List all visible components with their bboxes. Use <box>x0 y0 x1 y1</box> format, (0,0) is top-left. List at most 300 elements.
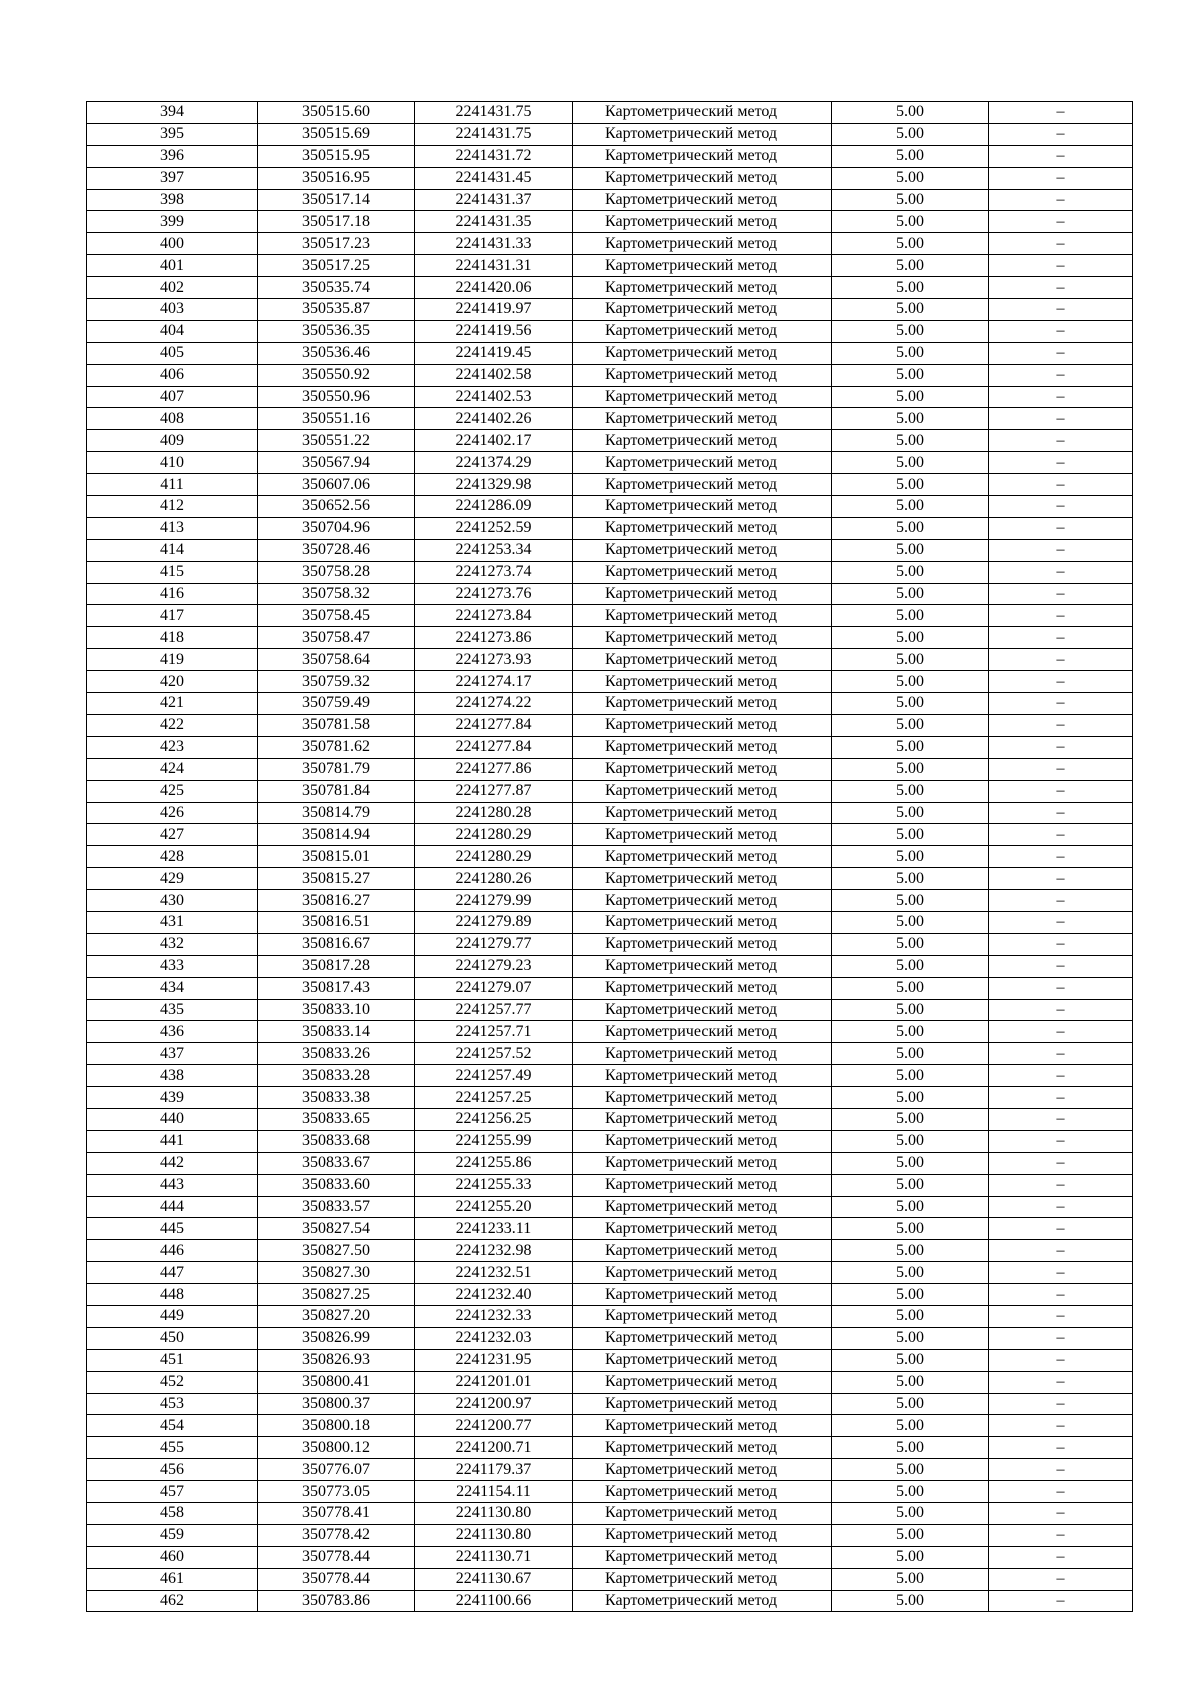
y-coordinate-cell: 2241154.11 <box>415 1481 573 1503</box>
description-cell: – <box>989 1371 1133 1393</box>
y-coordinate-cell: 2241402.58 <box>415 364 573 386</box>
method-cell: Картометрический метод <box>573 1524 832 1546</box>
precision-cell: 5.00 <box>832 123 989 145</box>
y-coordinate-cell: 2241420.06 <box>415 277 573 299</box>
table-row <box>87 780 1133 802</box>
point-number-cell: 417 <box>87 605 258 627</box>
method-cell: Картометрический метод <box>573 955 832 977</box>
y-coordinate-cell: 2241402.53 <box>415 386 573 408</box>
point-number-cell: 406 <box>87 364 258 386</box>
y-coordinate-cell: 2241274.17 <box>415 671 573 693</box>
x-coordinate-cell: 350781.62 <box>258 736 415 758</box>
point-number-cell: 440 <box>87 1108 258 1130</box>
y-coordinate-cell: 2241277.86 <box>415 758 573 780</box>
precision-cell: 5.00 <box>832 693 989 715</box>
method-cell: Картометрический метод <box>573 145 832 167</box>
method-cell: Картометрический метод <box>573 1196 832 1218</box>
method-cell: Картометрический метод <box>573 1393 832 1415</box>
description-cell: – <box>989 911 1133 933</box>
x-coordinate-cell: 350773.05 <box>258 1481 415 1503</box>
y-coordinate-cell: 2241431.75 <box>415 123 573 145</box>
table-row <box>87 233 1133 255</box>
y-coordinate-cell: 2241431.45 <box>415 167 573 189</box>
point-number-cell: 430 <box>87 890 258 912</box>
table-row <box>87 1021 1133 1043</box>
point-number-cell: 394 <box>87 102 258 124</box>
description-cell: – <box>989 627 1133 649</box>
y-coordinate-cell: 2241253.34 <box>415 539 573 561</box>
point-number-cell: 447 <box>87 1262 258 1284</box>
point-number-cell: 426 <box>87 802 258 824</box>
table-row <box>87 627 1133 649</box>
description-cell: – <box>989 1196 1133 1218</box>
precision-cell: 5.00 <box>832 1437 989 1459</box>
point-number-cell: 396 <box>87 145 258 167</box>
table-row <box>87 802 1133 824</box>
x-coordinate-cell: 350759.49 <box>258 693 415 715</box>
y-coordinate-cell: 2241277.84 <box>415 736 573 758</box>
point-number-cell: 460 <box>87 1546 258 1568</box>
x-coordinate-cell: 350550.96 <box>258 386 415 408</box>
point-number-cell: 412 <box>87 496 258 518</box>
precision-cell: 5.00 <box>832 430 989 452</box>
precision-cell: 5.00 <box>832 386 989 408</box>
precision-cell: 5.00 <box>832 714 989 736</box>
x-coordinate-cell: 350517.18 <box>258 211 415 233</box>
table-row <box>87 539 1133 561</box>
point-number-cell: 408 <box>87 408 258 430</box>
y-coordinate-cell: 2241431.75 <box>415 102 573 124</box>
description-cell: – <box>989 824 1133 846</box>
description-cell: – <box>989 408 1133 430</box>
description-cell: – <box>989 714 1133 736</box>
x-coordinate-cell: 350778.41 <box>258 1503 415 1525</box>
description-cell: – <box>989 868 1133 890</box>
method-cell: Картометрический метод <box>573 1459 832 1481</box>
x-coordinate-cell: 350826.93 <box>258 1349 415 1371</box>
point-number-cell: 399 <box>87 211 258 233</box>
x-coordinate-cell: 350781.79 <box>258 758 415 780</box>
method-cell: Картометрический метод <box>573 780 832 802</box>
point-number-cell: 452 <box>87 1371 258 1393</box>
method-cell: Картометрический метод <box>573 364 832 386</box>
table-row <box>87 1327 1133 1349</box>
x-coordinate-cell: 350833.65 <box>258 1108 415 1130</box>
table-row <box>87 102 1133 124</box>
precision-cell: 5.00 <box>832 561 989 583</box>
description-cell: – <box>989 1305 1133 1327</box>
description-cell: – <box>989 1481 1133 1503</box>
precision-cell: 5.00 <box>832 1590 989 1612</box>
y-coordinate-cell: 2241279.89 <box>415 911 573 933</box>
precision-cell: 5.00 <box>832 1218 989 1240</box>
y-coordinate-cell: 2241256.25 <box>415 1108 573 1130</box>
y-coordinate-cell: 2241130.80 <box>415 1524 573 1546</box>
point-number-cell: 422 <box>87 714 258 736</box>
y-coordinate-cell: 2241419.56 <box>415 320 573 342</box>
x-coordinate-cell: 350758.47 <box>258 627 415 649</box>
table-row <box>87 649 1133 671</box>
precision-cell: 5.00 <box>832 868 989 890</box>
table-row <box>87 736 1133 758</box>
table-row <box>87 758 1133 780</box>
y-coordinate-cell: 2241419.45 <box>415 342 573 364</box>
method-cell: Картометрический метод <box>573 430 832 452</box>
y-coordinate-cell: 2241255.99 <box>415 1130 573 1152</box>
description-cell: – <box>989 1393 1133 1415</box>
method-cell: Картометрический метод <box>573 890 832 912</box>
x-coordinate-cell: 350833.67 <box>258 1152 415 1174</box>
method-cell: Картометрический метод <box>573 1152 832 1174</box>
x-coordinate-cell: 350536.35 <box>258 320 415 342</box>
table-row <box>87 1349 1133 1371</box>
point-number-cell: 420 <box>87 671 258 693</box>
x-coordinate-cell: 350516.95 <box>258 167 415 189</box>
method-cell: Картометрический метод <box>573 1021 832 1043</box>
method-cell: Картометрический метод <box>573 1262 832 1284</box>
method-cell: Картометрический метод <box>573 999 832 1021</box>
description-cell: – <box>989 320 1133 342</box>
x-coordinate-cell: 350704.96 <box>258 517 415 539</box>
y-coordinate-cell: 2241286.09 <box>415 496 573 518</box>
method-cell: Картометрический метод <box>573 342 832 364</box>
method-cell: Картометрический метод <box>573 977 832 999</box>
table-row <box>87 1196 1133 1218</box>
description-cell: – <box>989 933 1133 955</box>
method-cell: Картометрический метод <box>573 1240 832 1262</box>
table-row <box>87 1568 1133 1590</box>
method-cell: Картометрический метод <box>573 802 832 824</box>
description-cell: – <box>989 1284 1133 1306</box>
point-number-cell: 462 <box>87 1590 258 1612</box>
description-cell: – <box>989 517 1133 539</box>
x-coordinate-cell: 350833.68 <box>258 1130 415 1152</box>
point-number-cell: 445 <box>87 1218 258 1240</box>
point-number-cell: 458 <box>87 1503 258 1525</box>
precision-cell: 5.00 <box>832 1393 989 1415</box>
method-cell: Картометрический метод <box>573 517 832 539</box>
precision-cell: 5.00 <box>832 999 989 1021</box>
precision-cell: 5.00 <box>832 211 989 233</box>
x-coordinate-cell: 350783.86 <box>258 1590 415 1612</box>
y-coordinate-cell: 2241130.67 <box>415 1568 573 1590</box>
precision-cell: 5.00 <box>832 1152 989 1174</box>
x-coordinate-cell: 350517.25 <box>258 255 415 277</box>
y-coordinate-cell: 2241233.11 <box>415 1218 573 1240</box>
description-cell: – <box>989 1152 1133 1174</box>
method-cell: Картометрический метод <box>573 299 832 321</box>
x-coordinate-cell: 350759.32 <box>258 671 415 693</box>
precision-cell: 5.00 <box>832 452 989 474</box>
point-number-cell: 429 <box>87 868 258 890</box>
method-cell: Картометрический метод <box>573 583 832 605</box>
y-coordinate-cell: 2241273.86 <box>415 627 573 649</box>
x-coordinate-cell: 350833.28 <box>258 1065 415 1087</box>
table-row <box>87 693 1133 715</box>
table-row <box>87 1305 1133 1327</box>
precision-cell: 5.00 <box>832 277 989 299</box>
description-cell: – <box>989 846 1133 868</box>
point-number-cell: 455 <box>87 1437 258 1459</box>
y-coordinate-cell: 2241232.98 <box>415 1240 573 1262</box>
precision-cell: 5.00 <box>832 1305 989 1327</box>
x-coordinate-cell: 350536.46 <box>258 342 415 364</box>
y-coordinate-cell: 2241273.93 <box>415 649 573 671</box>
y-coordinate-cell: 2241252.59 <box>415 517 573 539</box>
method-cell: Картометрический метод <box>573 736 832 758</box>
precision-cell: 5.00 <box>832 736 989 758</box>
description-cell: – <box>989 1174 1133 1196</box>
method-cell: Картометрический метод <box>573 320 832 342</box>
precision-cell: 5.00 <box>832 605 989 627</box>
description-cell: – <box>989 890 1133 912</box>
y-coordinate-cell: 2241257.52 <box>415 1043 573 1065</box>
y-coordinate-cell: 2241431.35 <box>415 211 573 233</box>
y-coordinate-cell: 2241201.01 <box>415 1371 573 1393</box>
description-cell: – <box>989 1503 1133 1525</box>
table-row <box>87 1152 1133 1174</box>
table-row <box>87 561 1133 583</box>
table-row <box>87 145 1133 167</box>
method-cell: Картометрический метод <box>573 452 832 474</box>
table-row <box>87 1065 1133 1087</box>
point-number-cell: 456 <box>87 1459 258 1481</box>
precision-cell: 5.00 <box>832 1174 989 1196</box>
description-cell: – <box>989 1130 1133 1152</box>
table-row <box>87 911 1133 933</box>
table-row <box>87 496 1133 518</box>
precision-cell: 5.00 <box>832 539 989 561</box>
x-coordinate-cell: 350800.18 <box>258 1415 415 1437</box>
description-cell: – <box>989 999 1133 1021</box>
precision-cell: 5.00 <box>832 933 989 955</box>
precision-cell: 5.00 <box>832 1568 989 1590</box>
description-cell: – <box>989 102 1133 124</box>
description-cell: – <box>989 1590 1133 1612</box>
table-row <box>87 846 1133 868</box>
table-row <box>87 1546 1133 1568</box>
table-row <box>87 123 1133 145</box>
precision-cell: 5.00 <box>832 233 989 255</box>
method-cell: Картометрический метод <box>573 474 832 496</box>
table-row <box>87 1481 1133 1503</box>
point-number-cell: 410 <box>87 452 258 474</box>
precision-cell: 5.00 <box>832 342 989 364</box>
precision-cell: 5.00 <box>832 977 989 999</box>
table-row <box>87 211 1133 233</box>
y-coordinate-cell: 2241273.84 <box>415 605 573 627</box>
table-row <box>87 933 1133 955</box>
y-coordinate-cell: 2241277.84 <box>415 714 573 736</box>
x-coordinate-cell: 350551.22 <box>258 430 415 452</box>
point-number-cell: 444 <box>87 1196 258 1218</box>
y-coordinate-cell: 2241374.29 <box>415 452 573 474</box>
precision-cell: 5.00 <box>832 1240 989 1262</box>
description-cell: – <box>989 605 1133 627</box>
point-number-cell: 435 <box>87 999 258 1021</box>
point-number-cell: 423 <box>87 736 258 758</box>
y-coordinate-cell: 2241200.97 <box>415 1393 573 1415</box>
description-cell: – <box>989 1043 1133 1065</box>
precision-cell: 5.00 <box>832 496 989 518</box>
y-coordinate-cell: 2241280.26 <box>415 868 573 890</box>
precision-cell: 5.00 <box>832 1108 989 1130</box>
description-cell: – <box>989 1459 1133 1481</box>
table-row <box>87 255 1133 277</box>
point-number-cell: 407 <box>87 386 258 408</box>
y-coordinate-cell: 2241431.31 <box>415 255 573 277</box>
method-cell: Картометрический метод <box>573 255 832 277</box>
point-number-cell: 431 <box>87 911 258 933</box>
point-number-cell: 403 <box>87 299 258 321</box>
description-cell: – <box>989 233 1133 255</box>
table-row <box>87 605 1133 627</box>
y-coordinate-cell: 2241280.29 <box>415 846 573 868</box>
table-row <box>87 320 1133 342</box>
precision-cell: 5.00 <box>832 474 989 496</box>
description-cell: – <box>989 758 1133 780</box>
precision-cell: 5.00 <box>832 955 989 977</box>
precision-cell: 5.00 <box>832 1043 989 1065</box>
point-number-cell: 461 <box>87 1568 258 1590</box>
y-coordinate-cell: 2241130.80 <box>415 1503 573 1525</box>
description-cell: – <box>989 364 1133 386</box>
x-coordinate-cell: 350517.14 <box>258 189 415 211</box>
point-number-cell: 448 <box>87 1284 258 1306</box>
x-coordinate-cell: 350758.32 <box>258 583 415 605</box>
method-cell: Картометрический метод <box>573 233 832 255</box>
table-row <box>87 1087 1133 1109</box>
point-number-cell: 419 <box>87 649 258 671</box>
y-coordinate-cell: 2241280.29 <box>415 824 573 846</box>
method-cell: Картометрический метод <box>573 714 832 736</box>
y-coordinate-cell: 2241100.66 <box>415 1590 573 1612</box>
table-row <box>87 1393 1133 1415</box>
method-cell: Картометрический метод <box>573 1371 832 1393</box>
method-cell: Картометрический метод <box>573 277 832 299</box>
description-cell: – <box>989 1327 1133 1349</box>
table-row <box>87 517 1133 539</box>
precision-cell: 5.00 <box>832 1546 989 1568</box>
point-number-cell: 415 <box>87 561 258 583</box>
precision-cell: 5.00 <box>832 364 989 386</box>
description-cell: – <box>989 1262 1133 1284</box>
table-row <box>87 299 1133 321</box>
x-coordinate-cell: 350781.84 <box>258 780 415 802</box>
description-cell: – <box>989 167 1133 189</box>
method-cell: Картометрический метод <box>573 627 832 649</box>
y-coordinate-cell: 2241402.17 <box>415 430 573 452</box>
description-cell: – <box>989 1349 1133 1371</box>
table-row <box>87 1043 1133 1065</box>
precision-cell: 5.00 <box>832 189 989 211</box>
description-cell: – <box>989 1108 1133 1130</box>
table-row <box>87 1174 1133 1196</box>
y-coordinate-cell: 2241277.87 <box>415 780 573 802</box>
x-coordinate-cell: 350535.87 <box>258 299 415 321</box>
x-coordinate-cell: 350816.51 <box>258 911 415 933</box>
precision-cell: 5.00 <box>832 408 989 430</box>
precision-cell: 5.00 <box>832 145 989 167</box>
y-coordinate-cell: 2241273.74 <box>415 561 573 583</box>
description-cell: – <box>989 671 1133 693</box>
method-cell: Картометрический метод <box>573 1174 832 1196</box>
method-cell: Картометрический метод <box>573 693 832 715</box>
x-coordinate-cell: 350833.26 <box>258 1043 415 1065</box>
point-number-cell: 401 <box>87 255 258 277</box>
method-cell: Картометрический метод <box>573 408 832 430</box>
method-cell: Картометрический метод <box>573 911 832 933</box>
precision-cell: 5.00 <box>832 1021 989 1043</box>
description-cell: – <box>989 145 1133 167</box>
precision-cell: 5.00 <box>832 517 989 539</box>
point-number-cell: 450 <box>87 1327 258 1349</box>
precision-cell: 5.00 <box>832 1327 989 1349</box>
table-row <box>87 342 1133 364</box>
precision-cell: 5.00 <box>832 167 989 189</box>
description-cell: – <box>989 693 1133 715</box>
point-number-cell: 427 <box>87 824 258 846</box>
method-cell: Картометрический метод <box>573 1087 832 1109</box>
precision-cell: 5.00 <box>832 649 989 671</box>
method-cell: Картометрический метод <box>573 1305 832 1327</box>
precision-cell: 5.00 <box>832 846 989 868</box>
point-number-cell: 439 <box>87 1087 258 1109</box>
precision-cell: 5.00 <box>832 1262 989 1284</box>
y-coordinate-cell: 2241431.37 <box>415 189 573 211</box>
y-coordinate-cell: 2241257.71 <box>415 1021 573 1043</box>
point-number-cell: 436 <box>87 1021 258 1043</box>
x-coordinate-cell: 350515.60 <box>258 102 415 124</box>
precision-cell: 5.00 <box>832 1065 989 1087</box>
description-cell: – <box>989 1437 1133 1459</box>
x-coordinate-cell: 350815.27 <box>258 868 415 890</box>
method-cell: Картометрический метод <box>573 868 832 890</box>
y-coordinate-cell: 2241273.76 <box>415 583 573 605</box>
point-number-cell: 438 <box>87 1065 258 1087</box>
table-row <box>87 714 1133 736</box>
x-coordinate-cell: 350833.57 <box>258 1196 415 1218</box>
x-coordinate-cell: 350827.25 <box>258 1284 415 1306</box>
x-coordinate-cell: 350814.79 <box>258 802 415 824</box>
coordinates-table-body <box>87 102 1133 1612</box>
precision-cell: 5.00 <box>832 1459 989 1481</box>
y-coordinate-cell: 2241279.07 <box>415 977 573 999</box>
description-cell: – <box>989 1065 1133 1087</box>
x-coordinate-cell: 350800.37 <box>258 1393 415 1415</box>
precision-cell: 5.00 <box>832 671 989 693</box>
y-coordinate-cell: 2241280.28 <box>415 802 573 824</box>
description-cell: – <box>989 255 1133 277</box>
method-cell: Картометрический метод <box>573 1503 832 1525</box>
precision-cell: 5.00 <box>832 911 989 933</box>
precision-cell: 5.00 <box>832 1371 989 1393</box>
x-coordinate-cell: 350833.38 <box>258 1087 415 1109</box>
table-row <box>87 167 1133 189</box>
point-number-cell: 457 <box>87 1481 258 1503</box>
precision-cell: 5.00 <box>832 758 989 780</box>
table-row <box>87 452 1133 474</box>
y-coordinate-cell: 2241274.22 <box>415 693 573 715</box>
y-coordinate-cell: 2241200.77 <box>415 1415 573 1437</box>
description-cell: – <box>989 780 1133 802</box>
table-row <box>87 474 1133 496</box>
point-number-cell: 414 <box>87 539 258 561</box>
y-coordinate-cell: 2241231.95 <box>415 1349 573 1371</box>
x-coordinate-cell: 350776.07 <box>258 1459 415 1481</box>
x-coordinate-cell: 350758.28 <box>258 561 415 583</box>
precision-cell: 5.00 <box>832 102 989 124</box>
